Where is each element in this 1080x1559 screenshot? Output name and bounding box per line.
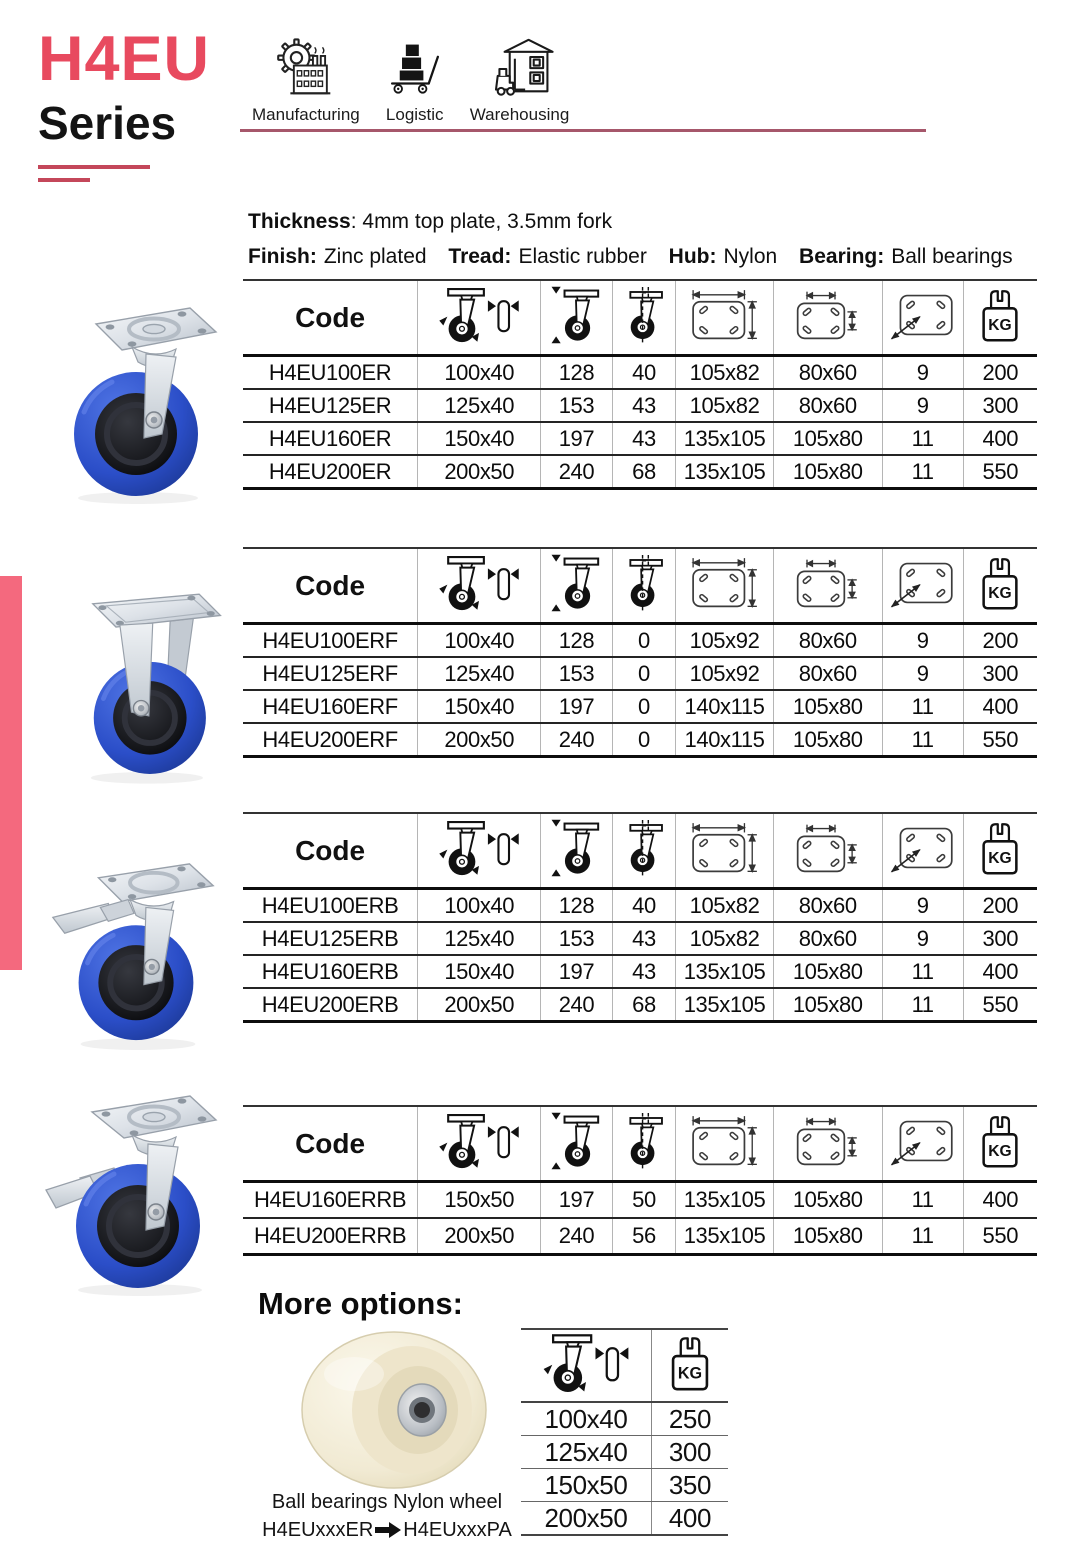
caster-size-icon <box>439 1111 519 1171</box>
col-header-swivel-offset <box>612 1106 676 1182</box>
right-arrow-icon <box>375 1522 401 1538</box>
load-capacity-value: 400 <box>963 955 1037 988</box>
swivel-offset-value: 68 <box>612 455 676 489</box>
bolt-hole-diameter-value: 11 <box>882 690 963 723</box>
load-capacity-value: 200 <box>963 356 1037 390</box>
table-row <box>243 356 1037 390</box>
table-row <box>521 1469 728 1502</box>
caster-height-icon <box>550 818 602 878</box>
plate-size-value: 105x82 <box>676 889 774 923</box>
load-capacity-value: 300 <box>963 922 1037 955</box>
kg-icon <box>978 286 1022 344</box>
load-capacity-value: 550 <box>963 723 1037 757</box>
bolt-hole-diameter-value: 11 <box>882 1182 963 1219</box>
caster-offset-icon <box>621 553 667 613</box>
table-row <box>243 690 1037 723</box>
caster-spec-table <box>243 1105 1037 1256</box>
plate-size-value: 105x92 <box>676 657 774 690</box>
col-header-plate-size <box>676 1106 774 1182</box>
swivel-total-brake-caster-image <box>42 856 228 1050</box>
col-header-code <box>243 280 418 356</box>
code-value: H4EU200ERB <box>243 988 418 1022</box>
plate-size-value: 140x115 <box>676 723 774 757</box>
bearing-label: Bearing: <box>799 245 885 268</box>
bolt-hole-diameter-value: 11 <box>882 455 963 489</box>
bolt-hole-diameter-value: 11 <box>882 988 963 1022</box>
bolt-hole-spacing-value: 105x80 <box>773 422 882 455</box>
caster-size-icon <box>439 553 519 613</box>
table-row <box>243 624 1037 658</box>
nylon-option-table-slot <box>521 1328 728 1536</box>
load-capacity-value: 350 <box>651 1469 728 1502</box>
swivel-offset-value: 43 <box>612 389 676 422</box>
plate-size-icon <box>690 289 760 341</box>
table-row <box>243 723 1037 757</box>
nylon-wheel-image <box>296 1326 506 1494</box>
header-row <box>521 1329 728 1402</box>
code-value: H4EU160ERF <box>243 690 418 723</box>
wheel-size-value: 125x40 <box>418 657 541 690</box>
industry-label: Logistic <box>385 105 444 124</box>
load-capacity-value: 400 <box>963 690 1037 723</box>
plate-size-value: 105x82 <box>676 356 774 390</box>
nylon-wheel-photo <box>296 1326 506 1494</box>
hub-value: Nylon <box>723 245 778 268</box>
bolt-hole-spacing-value: 80x60 <box>773 889 882 923</box>
wheel-size-value: 100x40 <box>418 356 541 390</box>
spec-text-block <box>248 204 1013 274</box>
warehousing-icon <box>484 36 556 102</box>
col-header-bolt-hole-spacing <box>773 1106 882 1182</box>
caster-spec-table <box>243 812 1037 1023</box>
caster-height-icon <box>550 1111 602 1171</box>
table-row <box>243 889 1037 923</box>
kg-icon <box>667 1333 713 1393</box>
total-height-value: 197 <box>541 422 612 455</box>
code-column-label: Code <box>295 834 366 866</box>
header-divider-rule <box>240 129 926 132</box>
nylon-caption <box>248 1488 526 1544</box>
col-header-plate-size <box>676 548 774 624</box>
col-header-total-height <box>541 813 612 889</box>
caster-photo-swivel <box>50 300 230 506</box>
industry-icons <box>252 36 569 125</box>
wheel-size-value: 150x50 <box>418 1182 541 1219</box>
plate-size-value: 135x105 <box>676 955 774 988</box>
col-header-code <box>243 1106 418 1182</box>
plate-size-value: 135x105 <box>676 988 774 1022</box>
total-height-value: 197 <box>541 1182 612 1219</box>
table-row <box>521 1436 728 1469</box>
code-pattern-to: H4EUxxxPA <box>403 1519 512 1541</box>
nylon-option-table <box>521 1328 728 1536</box>
header-row <box>243 548 1037 624</box>
col-header-wheel-size <box>418 1106 541 1182</box>
bolt-hole-diameter-value: 9 <box>882 889 963 923</box>
wheel-size-value: 100x40 <box>418 624 541 658</box>
bolt-hole-spacing-value: 105x80 <box>773 723 882 757</box>
code-column-label: Code <box>295 301 366 333</box>
swivel-offset-value: 68 <box>612 988 676 1022</box>
series-code-title: H4EU <box>38 24 211 94</box>
load-capacity-value: 400 <box>963 422 1037 455</box>
bolt-hole-diameter-value: 9 <box>882 624 963 658</box>
finish-label: Finish: <box>248 245 317 268</box>
total-height-value: 153 <box>541 389 612 422</box>
bolt-hole-spacing-value: 80x60 <box>773 657 882 690</box>
total-height-value: 197 <box>541 955 612 988</box>
total-height-value: 197 <box>541 690 612 723</box>
logo-underline-short <box>38 178 90 182</box>
wheel-size-value: 150x40 <box>418 690 541 723</box>
manufacturing-icon <box>273 36 339 102</box>
plate-size-value: 140x115 <box>676 690 774 723</box>
wheel-size-value: 200x50 <box>418 723 541 757</box>
brand-logo <box>38 26 210 182</box>
swivel-offset-value: 0 <box>612 624 676 658</box>
spec-table-brake <box>243 812 1037 1023</box>
code-value: H4EU160ER <box>243 422 418 455</box>
bolt-hole-diameter-value: 11 <box>882 1218 963 1255</box>
kg-icon <box>978 819 1022 877</box>
nylon-caption-line2 <box>248 1516 526 1544</box>
table-row <box>243 1218 1037 1255</box>
header-row <box>243 813 1037 889</box>
col-header-bolt-hole-spacing <box>773 280 882 356</box>
series-word: Series <box>38 97 177 150</box>
code-value: H4EU100ERB <box>243 889 418 923</box>
col-header-swivel-offset <box>612 280 676 356</box>
col-header-code <box>243 813 418 889</box>
more-options-heading: More options: <box>258 1286 463 1321</box>
total-height-value: 240 <box>541 723 612 757</box>
caster-height-icon <box>550 285 602 345</box>
plate-size-icon <box>690 822 760 874</box>
col-header-plate-size <box>676 280 774 356</box>
load-capacity-value: 200 <box>963 624 1037 658</box>
tread-label: Tread: <box>448 245 512 268</box>
load-capacity-value: 300 <box>963 389 1037 422</box>
caster-size-icon <box>538 1331 634 1395</box>
wheel-size-value: 150x40 <box>418 955 541 988</box>
spec-line-thickness <box>248 204 1013 239</box>
caster-offset-icon <box>621 818 667 878</box>
header-row <box>243 280 1037 356</box>
spec-table-swivel <box>243 279 1037 490</box>
bolt-hole-spacing-value: 105x80 <box>773 455 882 489</box>
col-header-bolt-hole-spacing <box>773 548 882 624</box>
total-height-value: 128 <box>541 356 612 390</box>
col-header-load-capacity <box>963 548 1037 624</box>
bolt-hole-spacing-value: 105x80 <box>773 955 882 988</box>
load-capacity-value: 550 <box>963 988 1037 1022</box>
bolt-hole-diameter-value: 9 <box>882 922 963 955</box>
spec-line-materials <box>248 239 1013 274</box>
finish-value: Zinc plated <box>323 245 427 268</box>
load-capacity-value: 300 <box>651 1436 728 1469</box>
code-value: H4EU125ER <box>243 389 418 422</box>
table-row <box>521 1502 728 1536</box>
bolt-diameter-icon <box>888 557 958 609</box>
col-header-load-capacity <box>963 1106 1037 1182</box>
code-value: H4EU100ER <box>243 356 418 390</box>
load-capacity-value: 200 <box>963 889 1037 923</box>
code-column-label: Code <box>295 569 366 601</box>
caster-photo-swivel-brake <box>40 1086 232 1298</box>
code-value: H4EU160ERB <box>243 955 418 988</box>
bolt-hole-diameter-value: 11 <box>882 723 963 757</box>
load-capacity-value: 250 <box>651 1402 728 1436</box>
bolt-spacing-icon <box>793 822 863 874</box>
industry-label: Warehousing <box>469 105 570 124</box>
bolt-hole-spacing-value: 80x60 <box>773 922 882 955</box>
header-row <box>243 1106 1037 1182</box>
plate-size-value: 105x92 <box>676 624 774 658</box>
swivel-offset-value: 40 <box>612 356 676 390</box>
table-row <box>243 955 1037 988</box>
thickness-value: : 4mm top plate, 3.5mm fork <box>350 210 613 233</box>
total-height-value: 128 <box>541 889 612 923</box>
load-capacity-value: 550 <box>963 455 1037 489</box>
code-value: H4EU125ERF <box>243 657 418 690</box>
total-height-value: 153 <box>541 922 612 955</box>
caster-size-icon <box>439 818 519 878</box>
table-row <box>243 988 1037 1022</box>
col-header-load-capacity <box>963 813 1037 889</box>
swivel-caster-image <box>50 300 230 506</box>
bolt-diameter-icon <box>888 822 958 874</box>
wheel-size-value: 200x50 <box>521 1502 651 1536</box>
col-header-wheel-size <box>521 1329 651 1402</box>
nylon-caption-line1: Ball bearings Nylon wheel <box>271 1491 503 1513</box>
col-header-wheel-size <box>418 548 541 624</box>
wheel-size-value: 125x40 <box>418 389 541 422</box>
col-header-total-height <box>541 280 612 356</box>
caster-photo-fixed <box>58 586 232 786</box>
total-height-value: 240 <box>541 455 612 489</box>
load-capacity-value: 300 <box>963 657 1037 690</box>
swivel-offset-value: 56 <box>612 1218 676 1255</box>
col-header-total-height <box>541 548 612 624</box>
wheel-size-value: 125x40 <box>418 922 541 955</box>
code-value: H4EU160ERRB <box>243 1182 418 1219</box>
code-value: H4EU100ERF <box>243 624 418 658</box>
swivel-offset-value: 40 <box>612 889 676 923</box>
col-header-total-height <box>541 1106 612 1182</box>
col-header-load-capacity <box>651 1329 728 1402</box>
plate-size-icon <box>690 1115 760 1167</box>
hub-label: Hub: <box>668 245 717 268</box>
col-header-swivel-offset <box>612 813 676 889</box>
swivel-brake-caster-image <box>40 1086 232 1298</box>
bolt-diameter-icon <box>888 289 958 341</box>
code-value: H4EU200ERRB <box>243 1218 418 1255</box>
col-header-plate-size <box>676 813 774 889</box>
bolt-hole-spacing-value: 80x60 <box>773 389 882 422</box>
industry-warehousing <box>470 36 570 125</box>
bolt-hole-spacing-value: 105x80 <box>773 1182 882 1219</box>
col-header-bolt-hole-diameter <box>882 280 963 356</box>
code-value: H4EU200ER <box>243 455 418 489</box>
wheel-size-value: 150x40 <box>418 422 541 455</box>
bolt-hole-spacing-value: 105x80 <box>773 988 882 1022</box>
col-header-load-capacity <box>963 280 1037 356</box>
bolt-hole-diameter-value: 9 <box>882 356 963 390</box>
bolt-hole-diameter-value: 11 <box>882 422 963 455</box>
bearing-value: Ball bearings <box>891 245 1013 268</box>
bolt-hole-diameter-value: 9 <box>882 389 963 422</box>
caster-offset-icon <box>621 285 667 345</box>
caster-spec-table <box>243 547 1037 758</box>
plate-size-value: 105x82 <box>676 922 774 955</box>
table-row <box>243 657 1037 690</box>
bolt-hole-spacing-value: 105x80 <box>773 690 882 723</box>
industry-manufacturing <box>252 36 360 125</box>
caster-offset-icon <box>621 1111 667 1171</box>
total-height-value: 153 <box>541 657 612 690</box>
swivel-offset-value: 50 <box>612 1182 676 1219</box>
accent-bar <box>0 576 22 970</box>
col-header-bolt-hole-diameter <box>882 1106 963 1182</box>
wheel-size-value: 150x50 <box>521 1469 651 1502</box>
total-height-value: 240 <box>541 988 612 1022</box>
col-header-code <box>243 548 418 624</box>
table-row <box>521 1402 728 1436</box>
bolt-hole-diameter-value: 11 <box>882 955 963 988</box>
table-row <box>243 455 1037 489</box>
col-header-swivel-offset <box>612 548 676 624</box>
kg-icon <box>978 554 1022 612</box>
bolt-spacing-icon <box>793 557 863 609</box>
spec-table-rear-brake <box>243 1105 1037 1256</box>
wheel-size-value: 200x50 <box>418 1218 541 1255</box>
swivel-offset-value: 43 <box>612 922 676 955</box>
col-header-wheel-size <box>418 813 541 889</box>
caster-height-icon <box>550 553 602 613</box>
plate-size-value: 135x105 <box>676 422 774 455</box>
load-capacity-value: 400 <box>963 1182 1037 1219</box>
spec-table-fixed <box>243 547 1037 758</box>
total-height-value: 128 <box>541 624 612 658</box>
fixed-caster-image <box>58 586 232 786</box>
caster-size-icon <box>439 285 519 345</box>
plate-size-value: 135x105 <box>676 1182 774 1219</box>
swivel-offset-value: 0 <box>612 657 676 690</box>
caster-photo-swivel-total-brake <box>42 856 228 1050</box>
total-height-value: 240 <box>541 1218 612 1255</box>
plate-size-value: 135x105 <box>676 1218 774 1255</box>
col-header-bolt-hole-diameter <box>882 813 963 889</box>
code-value: H4EU200ERF <box>243 723 418 757</box>
plate-size-value: 135x105 <box>676 455 774 489</box>
bolt-hole-spacing-value: 80x60 <box>773 356 882 390</box>
swivel-offset-value: 0 <box>612 723 676 757</box>
thickness-label: Thickness <box>248 210 351 233</box>
swivel-offset-value: 43 <box>612 955 676 988</box>
col-header-wheel-size <box>418 280 541 356</box>
logo-underline-long <box>38 165 150 169</box>
col-header-bolt-hole-diameter <box>882 548 963 624</box>
bolt-hole-diameter-value: 9 <box>882 657 963 690</box>
load-capacity-value: 400 <box>651 1502 728 1536</box>
kg-icon <box>978 1112 1022 1170</box>
wheel-size-value: 200x50 <box>418 455 541 489</box>
swivel-offset-value: 43 <box>612 422 676 455</box>
table-row <box>243 1182 1037 1219</box>
bolt-spacing-icon <box>793 289 863 341</box>
logistic-icon <box>386 36 444 102</box>
bolt-hole-spacing-value: 80x60 <box>773 624 882 658</box>
code-pattern-from: H4EUxxxER <box>262 1519 374 1541</box>
wheel-size-value: 125x40 <box>521 1436 651 1469</box>
bolt-spacing-icon <box>793 1115 863 1167</box>
col-header-bolt-hole-spacing <box>773 813 882 889</box>
industry-label: Manufacturing <box>252 105 360 124</box>
table-row <box>243 422 1037 455</box>
code-value: H4EU125ERB <box>243 922 418 955</box>
load-capacity-value: 550 <box>963 1218 1037 1255</box>
wheel-size-value: 100x40 <box>521 1402 651 1436</box>
bolt-diameter-icon <box>888 1115 958 1167</box>
bolt-hole-spacing-value: 105x80 <box>773 1218 882 1255</box>
table-row <box>243 922 1037 955</box>
table-row <box>243 389 1037 422</box>
code-column-label: Code <box>295 1127 366 1159</box>
swivel-offset-value: 0 <box>612 690 676 723</box>
industry-logistic <box>386 36 444 125</box>
plate-size-value: 105x82 <box>676 389 774 422</box>
plate-size-icon <box>690 557 760 609</box>
caster-spec-table <box>243 279 1037 490</box>
wheel-size-value: 200x50 <box>418 988 541 1022</box>
wheel-size-value: 100x40 <box>418 889 541 923</box>
tread-value: Elastic rubber <box>518 245 647 268</box>
